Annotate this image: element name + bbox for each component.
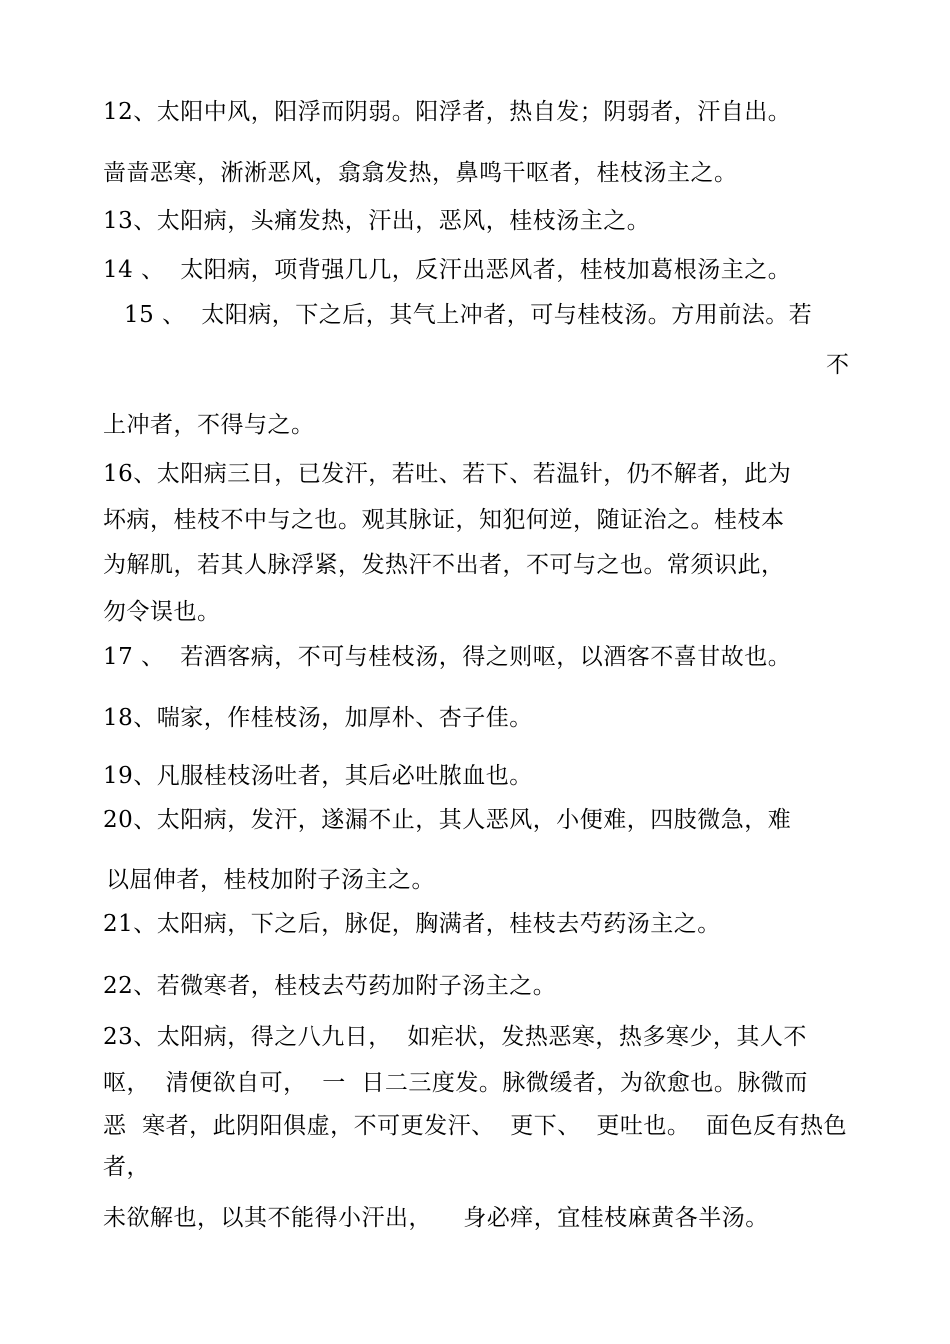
text-line: 不 — [826, 352, 850, 378]
text-line: 13、太阳病，头痛发热，汗出，恶风，桂枝汤主之。 — [103, 208, 651, 234]
text-line: 以屈伸者，桂枝加附子汤主之。 — [106, 867, 435, 893]
text-line: 16、太阳病三日，已发汗，若吐、若下、若温针，仍不解者，此为 — [103, 461, 792, 487]
text-line: 12、太阳中风，阳浮而阴弱。阳浮者，热自发；阴弱者，汗自出。 — [103, 99, 792, 125]
text-line: 15 、 太阳病，下之后，其气上冲者，可与桂枝汤。方用前法。若 — [124, 302, 813, 328]
text-line: 坏病，桂枝不中与之也。观其脉证，知犯何逆，随证治之。桂枝本 — [103, 507, 785, 533]
text-line: 上冲者，不得与之。 — [103, 412, 315, 438]
text-line: 21、太阳病，下之后，脉促，胸满者，桂枝去芍药汤主之。 — [103, 911, 721, 937]
text-line: 14 、 太阳病，项背强几几，反汗出恶风者，桂枝加葛根汤主之。 — [103, 257, 792, 283]
text-line: 恶 寒者，此阴阳俱虚，不可更发汗、 更下、 更吐也。 面色反有热色 — [103, 1113, 847, 1139]
text-line: 啬啬恶寒，淅淅恶风，翕翕发热，鼻鸣干呕者，桂枝汤主之。 — [103, 160, 738, 186]
text-line: 20、太阳病，发汗，遂漏不止，其人恶风，小便难，四肢微急，难 — [103, 807, 792, 833]
text-line: 23、太阳病，得之八九日， 如疟状，发热恶寒，热多寒少，其人不 — [103, 1024, 807, 1050]
text-line: 17 、 若酒客病，不可与桂枝汤，得之则呕，以酒客不喜甘故也。 — [103, 644, 792, 670]
text-line: 呕， 清便欲自可， 一 日二三度发。脉微缓者，为欲愈也。脉微而 — [103, 1070, 808, 1096]
text-line: 19、凡服桂枝汤吐者，其后必吐脓血也。 — [103, 763, 533, 789]
text-line: 勿令误也。 — [103, 599, 221, 625]
text-line: 者， — [103, 1154, 150, 1180]
text-line: 18、喘家，作桂枝汤，加厚朴、杏子佳。 — [103, 705, 533, 731]
text-line: 22、若微寒者，桂枝去芍药加附子汤主之。 — [103, 973, 557, 999]
text-line: 未欲解也，以其不能得小汗出， 身必痒，宜桂枝麻黄各半汤。 — [103, 1205, 769, 1231]
text-line: 为解肌，若其人脉浮紧，发热汗不出者，不可与之也。常须识此， — [103, 552, 785, 578]
